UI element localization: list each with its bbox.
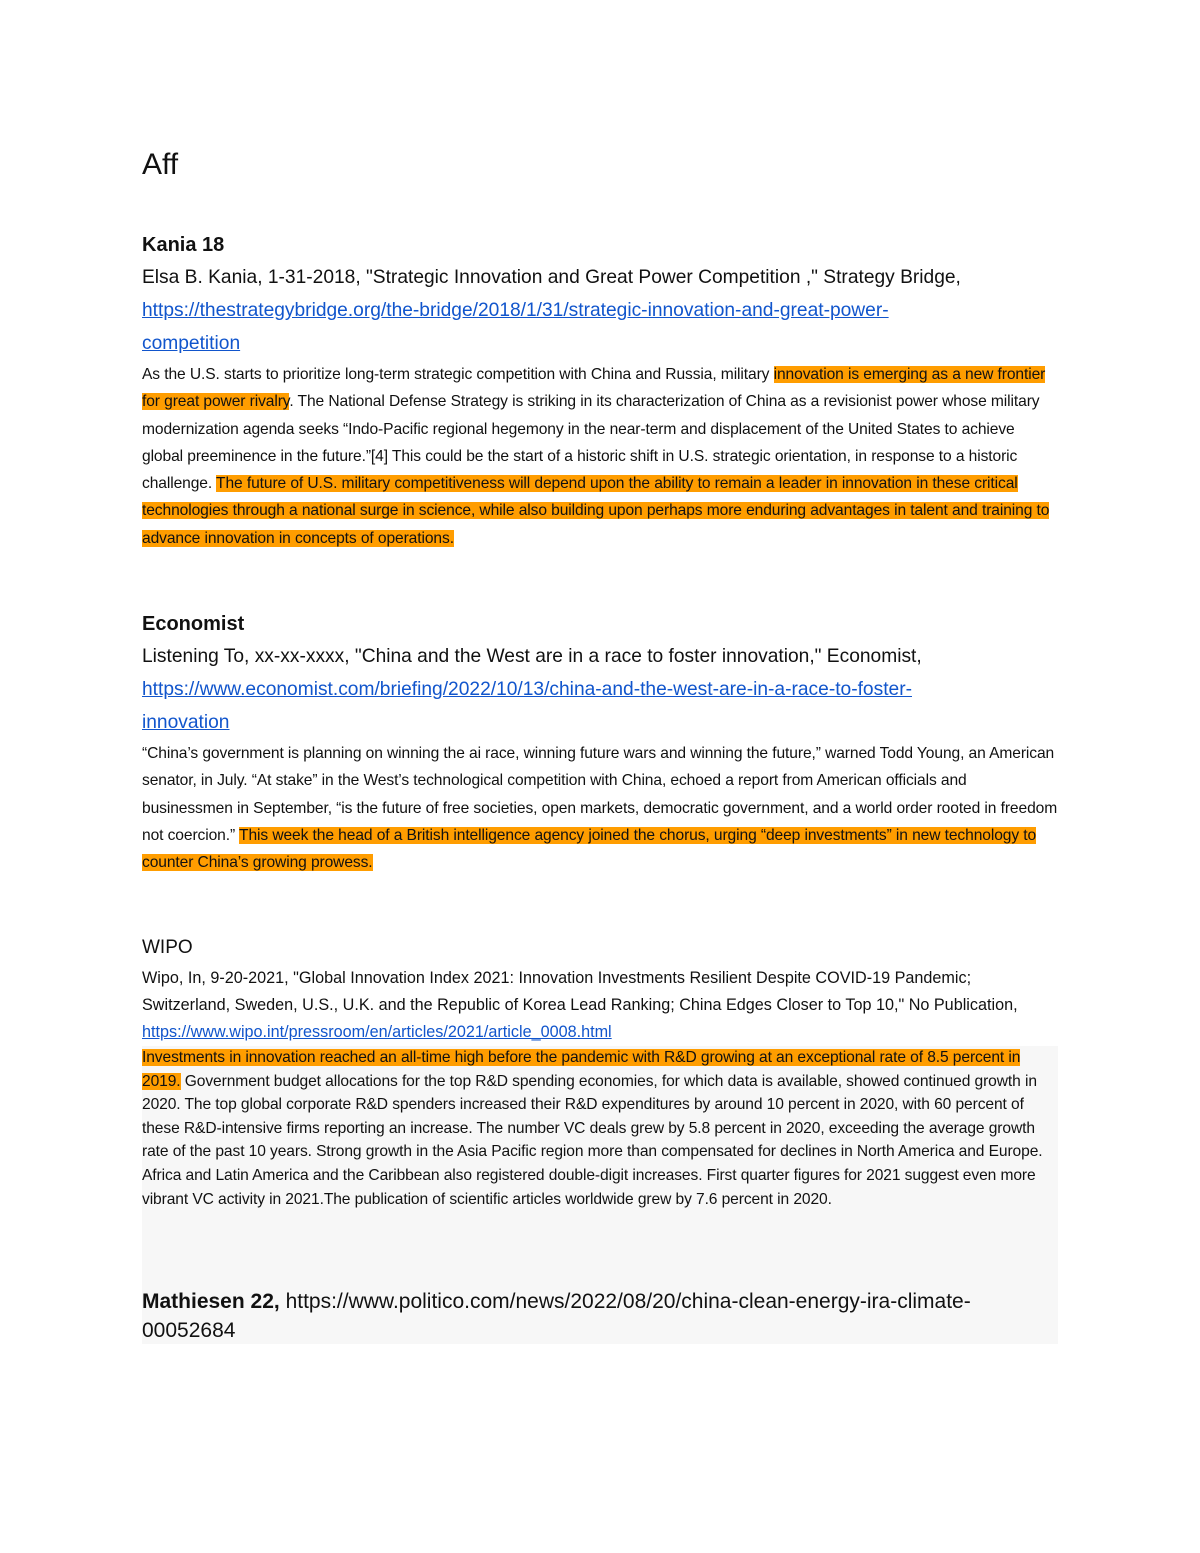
mathiesen-url: https://www.politico.com/news/2022/08/20/china-clean-energy-ira-climate-00052684 (142, 1290, 971, 1342)
document-title: Aff (142, 148, 179, 181)
economist-card-body (142, 740, 1058, 876)
kania-url-line1[interactable]: https://thestrategybridge.org/the-bridge/2018/1/31/strategic-innovation-and-great-power- (142, 300, 889, 321)
economist-citation (142, 640, 1057, 739)
wipo-citation (142, 965, 1058, 1046)
wipo-citation-text: Wipo, In, 9-20-2021, "Global Innovation Index 2021: Innovation Investments Resilient Despite COVID-19 Pandemic; Switzerland, Sweden, U.S., U.K. and the Republic of Korea Lead Ranking; China Edges Closer to Top 10," No Publication, (142, 969, 1018, 1014)
wipo-card-body (142, 1046, 1058, 1211)
kania-card-body (142, 361, 1058, 552)
economist-citation-text: Listening To, xx-xx-xxxx, "China and the West are in a race to foster innovation," Economist, (142, 646, 922, 667)
economist-body-text-1: “China’s government is planning on winning the ai race, winning future wars and winning the future,” warned Todd Young, an American senator, in July. “At stake” in the West’s technological competition with China, echoed a report from American officials and businessmen in September, “is the future of free societies, open markets, democratic government, and a world order rooted in freedom not coercion.” (142, 745, 1058, 844)
kania-url-line2[interactable]: competition (142, 333, 241, 354)
kania-link[interactable] (142, 300, 889, 354)
mathiesen-heading: Mathiesen 22, (142, 1290, 280, 1313)
kania-body-text-2: . The National Defense Strategy is striking in its characterization of China as a revisionist power whose military modernization agenda seeks “Indo-Pacific regional hegemony in the near-term and displacement of the United States to achieve global preeminence in the future.”[4] This could be the start of a historic shift in U.S. strategic orientation, in response to a historic challenge. (142, 393, 1040, 493)
kania-citation-text: Elsa B. Kania, 1-31-2018, "Strategic Innovation and Great Power Competition ," Strategy Bridge, (142, 267, 961, 288)
kania-highlight-2: The future of U.S. military competitiveness will depend upon the ability to remain a leader in innovation in these critical technologies through a national surge in science, while also building upon perhaps more enduring advantages in talent and training to advance innovation in concepts of operations. (142, 475, 1050, 547)
economist-url-line1[interactable]: https://www.economist.com/briefing/2022/10/13/china-and-the-west-are-in-a-race-to-foster- (142, 679, 912, 700)
economist-highlight-1: This week the head of a British intelligence agency joined the chorus, urging “deep investments” in new technology to counter China’s growing prowess. (142, 826, 1037, 872)
kania-body-text-1: As the U.S. starts to prioritize long-term strategic competition with China and Russia, military (142, 366, 774, 383)
kania-citation (142, 261, 1057, 360)
kania-heading: Kania 18 (142, 234, 225, 256)
kania-highlight-1: innovation is emerging as a new frontier for great power rivalry (142, 366, 1046, 411)
mathiesen-citation (142, 1287, 1058, 1345)
wipo-link[interactable]: https://www.wipo.int/pressroom/en/articles/2021/article_0008.html (142, 1023, 612, 1041)
economist-url-line2[interactable]: innovation (142, 712, 230, 733)
wipo-highlight-1: Investments in innovation reached an all-time high before the pandemic with R&D growing at an exceptional rate of 8.5 percent in 2019. (142, 1049, 1021, 1090)
economist-heading: Economist (142, 613, 245, 635)
economist-link[interactable] (142, 679, 912, 733)
wipo-heading: WIPO (142, 937, 193, 958)
wipo-body-text-1: Government budget allocations for the top R&D spending economies, for which data is available, showed continued growth in 2020. The top global corporate R&D spenders increased their R&D expenditures by around 10 percent in 2020, with 60 percent of these R&D-intensive firms reporting an increase. The number VC deals grew by 5.8 percent in 2020, exceeding the average growth rate of the past 10 years. Strong growth in the Asia Pacific region more than compensated for declines in North America and Europe. Africa and Latin America and the Caribbean also registered double-digit increases. First quarter figures for 2021 suggest even more vibrant VC activity in 2021.The publication of scientific articles worldwide grew by 7.6 percent in 2020. (142, 1072, 1043, 1208)
